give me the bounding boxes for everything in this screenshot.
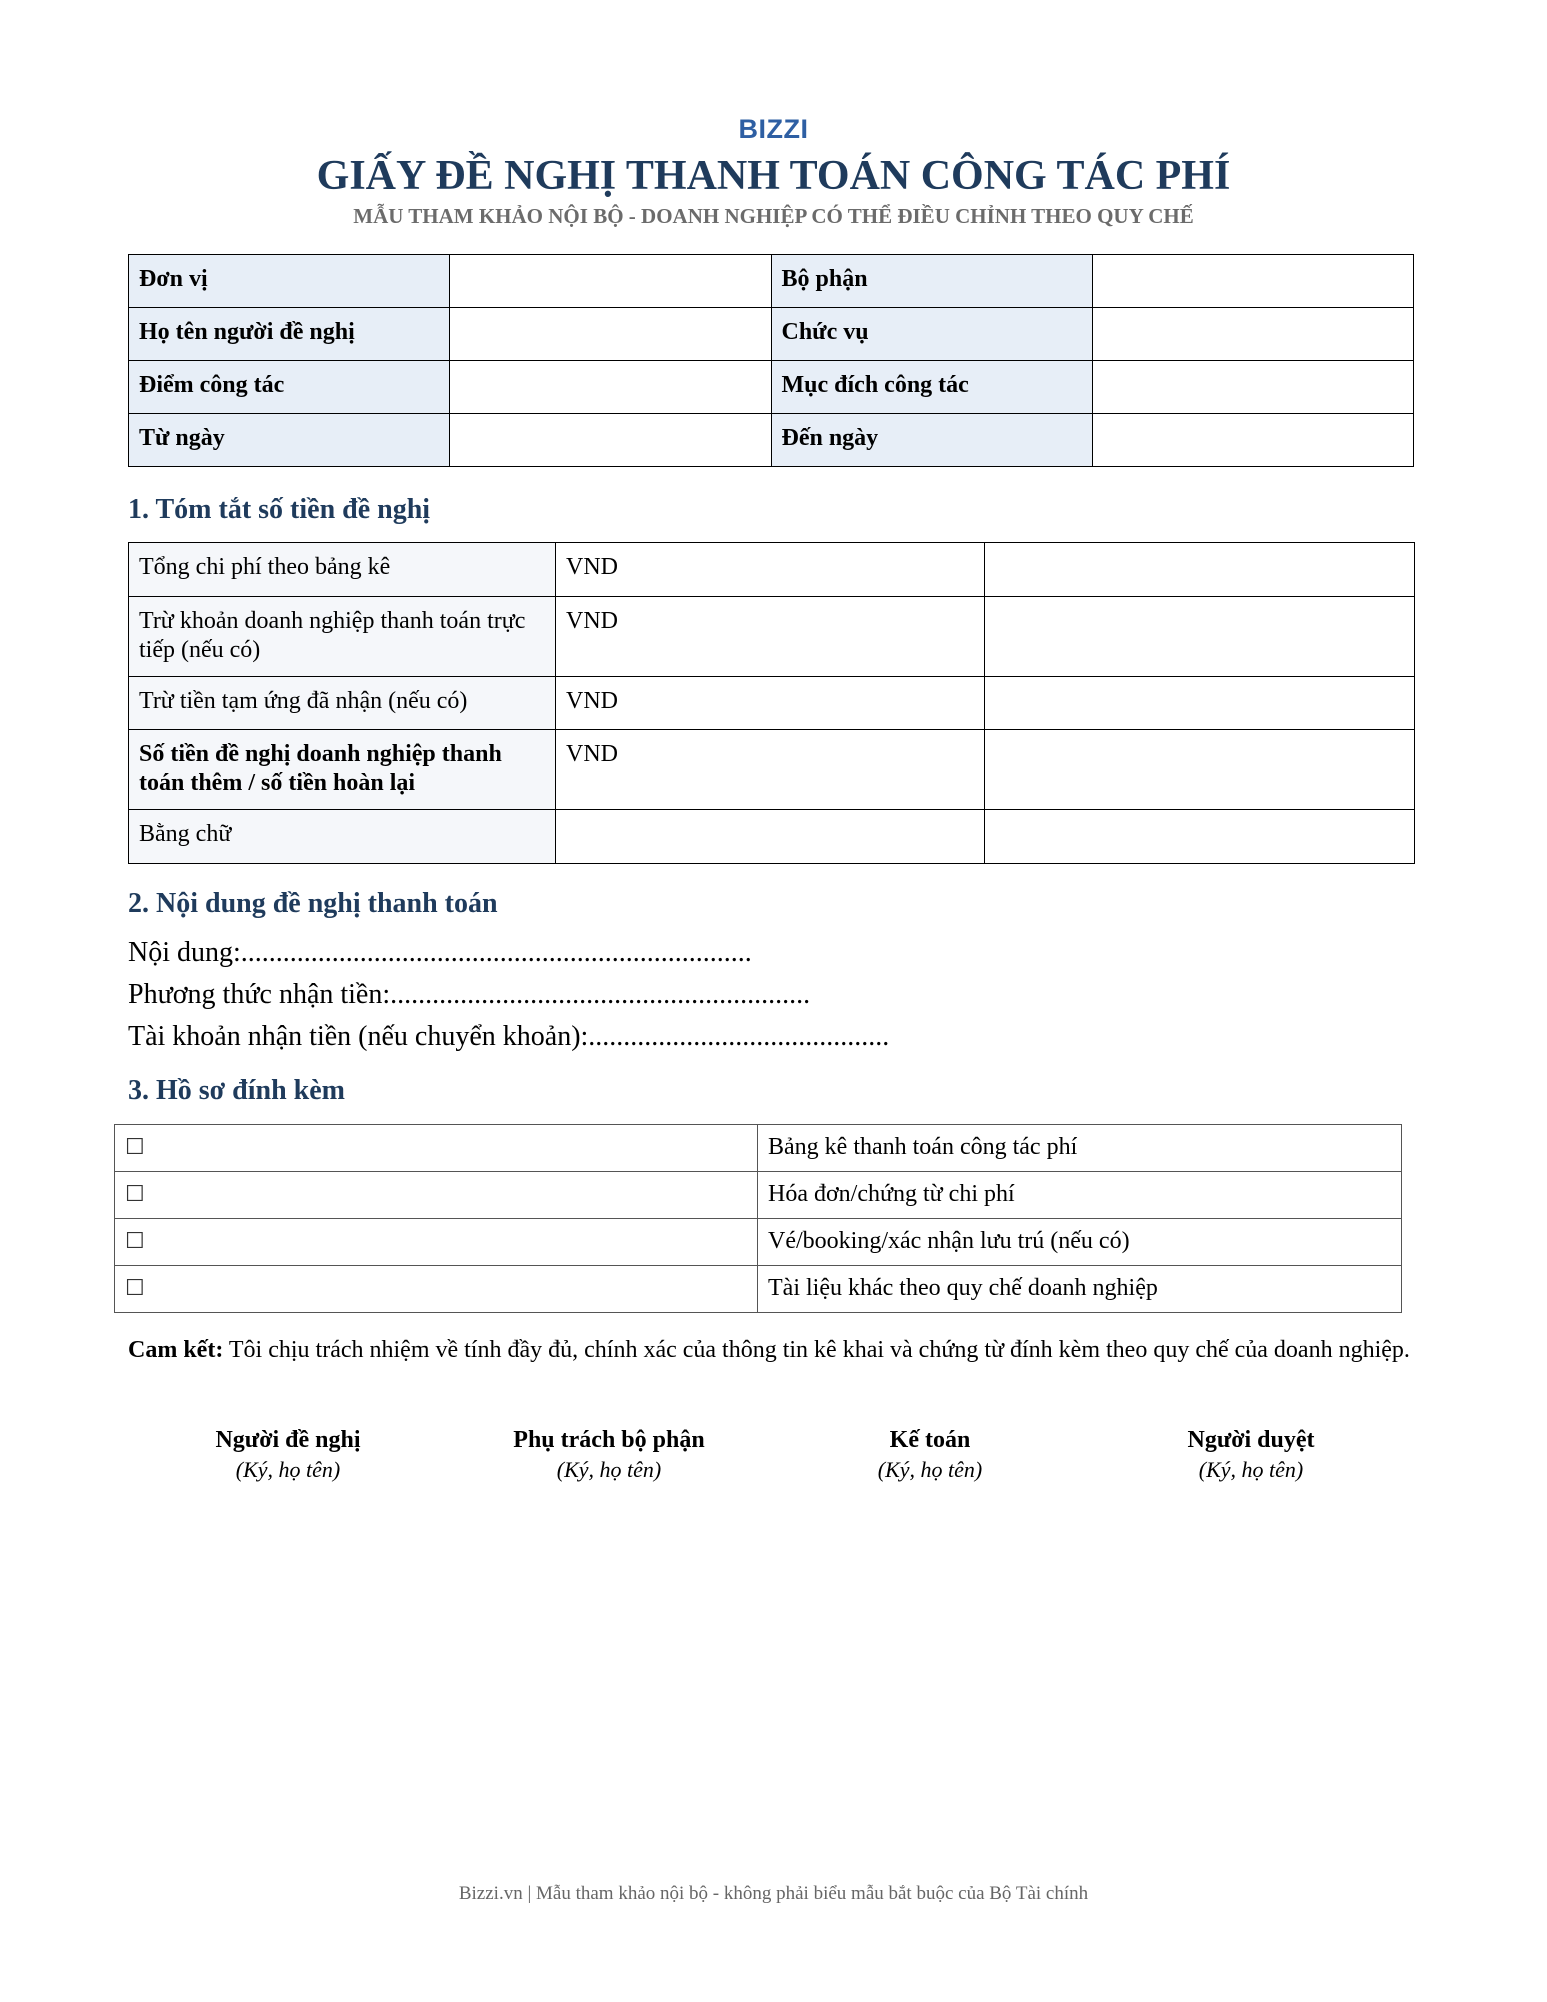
checkbox-icon[interactable]: ☐: [125, 1276, 145, 1301]
summary-row: [129, 543, 1415, 597]
summary-amount-field[interactable]: [985, 810, 1415, 864]
attachment-checkbox[interactable]: [115, 1219, 758, 1266]
attachment-checkbox[interactable]: [115, 1266, 758, 1313]
attachment-label: Vé/booking/xác nhận lưu trú (nếu có): [758, 1219, 1402, 1266]
checkbox-icon[interactable]: ☐: [125, 1182, 145, 1207]
summary-amount-field[interactable]: [985, 677, 1415, 730]
signature-hint: (Ký, họ tên): [877, 1457, 983, 1482]
info-row: [129, 361, 1414, 414]
summary-label: Trừ khoản doanh nghiệp thanh toán trực tiếp (nếu có): [129, 597, 556, 677]
info-label: Họ tên người đề nghị: [129, 308, 450, 361]
info-row: [129, 414, 1414, 467]
info-value-field[interactable]: [1092, 361, 1413, 414]
info-value-field[interactable]: [1092, 308, 1413, 361]
info-label: Đến ngày: [771, 414, 1092, 467]
summary-unit: VND: [556, 730, 985, 810]
signature-hint: (Ký, họ tên): [1198, 1457, 1304, 1482]
attachment-row: [115, 1219, 1402, 1266]
summary-row: [129, 810, 1415, 864]
info-table: [128, 254, 1414, 467]
summary-row: [129, 677, 1415, 730]
summary-label: Số tiền đề nghị doanh nghiệp thanh toán thêm / số tiền hoàn lại: [129, 730, 556, 810]
info-row: [129, 308, 1414, 361]
summary-amount-field[interactable]: [985, 543, 1415, 597]
section-3-heading: 3. Hồ sơ đính kèm: [128, 1075, 345, 1106]
attachment-checkbox[interactable]: [115, 1172, 758, 1219]
info-label: Đơn vị: [129, 255, 450, 308]
checkbox-icon[interactable]: ☐: [125, 1135, 145, 1160]
info-label: Chức vụ: [771, 308, 1092, 361]
attachment-label: Hóa đơn/chứng từ chi phí: [758, 1172, 1402, 1219]
document-title: GIẤY ĐỀ NGHỊ THANH TOÁN CÔNG TÁC PHÍ: [316, 153, 1231, 199]
signature-block-department-head: [449, 1425, 769, 1485]
amount-in-words-field[interactable]: [556, 810, 985, 864]
summary-label: Bằng chữ: [129, 810, 556, 864]
payment-method-line[interactable]: Phương thức nhận tiền:............................................................: [128, 979, 811, 1010]
summary-row: [129, 597, 1415, 677]
signature-role: Người duyệt: [1187, 1427, 1315, 1453]
info-label: Bộ phận: [771, 255, 1092, 308]
signature-role: Phụ trách bộ phận: [513, 1427, 705, 1453]
signature-block-accountant: [770, 1425, 1090, 1485]
brand-name: BIZZI: [738, 114, 809, 144]
attachment-row: [115, 1172, 1402, 1219]
section-1-heading: 1. Tóm tắt số tiền đề nghị: [128, 494, 431, 525]
info-label: Điểm công tác: [129, 361, 450, 414]
summary-row: [129, 730, 1415, 810]
signature-block-approver: [1091, 1425, 1411, 1485]
commitment-label: Cam kết:: [128, 1337, 224, 1363]
attachments-table: [114, 1124, 1402, 1313]
info-value-field[interactable]: [1092, 255, 1413, 308]
checkbox-icon[interactable]: ☐: [125, 1229, 145, 1254]
amount-summary-table: [128, 542, 1415, 864]
info-label: Mục đích công tác: [771, 361, 1092, 414]
summary-label: Trừ tiền tạm ứng đã nhận (nếu có): [129, 677, 556, 730]
summary-label: Tổng chi phí theo bảng kê: [129, 543, 556, 597]
info-value-field[interactable]: [1092, 414, 1413, 467]
document-subtitle: MẪU THAM KHẢO NỘI BỘ - DOANH NGHIỆP CÓ THỂ ĐIỀU CHỈNH THEO QUY CHẾ: [353, 204, 1194, 228]
info-value-field[interactable]: [450, 308, 771, 361]
info-label: Từ ngày: [129, 414, 450, 467]
summary-unit: VND: [556, 677, 985, 730]
content-line[interactable]: Nội dung:.........................................................................: [128, 937, 752, 968]
info-value-field[interactable]: [450, 255, 771, 308]
signature-hint: (Ký, họ tên): [556, 1457, 662, 1482]
summary-unit: VND: [556, 543, 985, 597]
attachment-row: [115, 1125, 1402, 1172]
summary-amount-field[interactable]: [985, 597, 1415, 677]
signature-block-requester: [128, 1425, 448, 1485]
signature-role: Người đề nghị: [215, 1427, 361, 1453]
attachment-checkbox[interactable]: [115, 1125, 758, 1172]
summary-unit: VND: [556, 597, 985, 677]
info-row: [129, 255, 1414, 308]
attachment-label: Tài liệu khác theo quy chế doanh nghiệp: [758, 1266, 1402, 1313]
signature-hint: (Ký, họ tên): [235, 1457, 341, 1482]
attachment-row: [115, 1266, 1402, 1313]
bank-account-line[interactable]: Tài khoản nhận tiền (nếu chuyển khoản):...........................................: [128, 1021, 890, 1052]
signature-role: Kế toán: [889, 1427, 971, 1453]
commitment-text: Tôi chịu trách nhiệm về tính đầy đủ, chính xác của thông tin kê khai và chứng từ đính kèm theo quy chế của doanh nghiệp.: [223, 1337, 1410, 1363]
summary-amount-field[interactable]: [985, 730, 1415, 810]
commitment-statement: [128, 1335, 1418, 1365]
attachment-label: Bảng kê thanh toán công tác phí: [758, 1125, 1402, 1172]
page-footer: Bizzi.vn | Mẫu tham khảo nội bộ - không phải biểu mẫu bắt buộc của Bộ Tài chính: [458, 1883, 1089, 1904]
info-value-field[interactable]: [450, 414, 771, 467]
info-value-field[interactable]: [450, 361, 771, 414]
section-2-heading: 2. Nội dung đề nghị thanh toán: [128, 888, 498, 919]
